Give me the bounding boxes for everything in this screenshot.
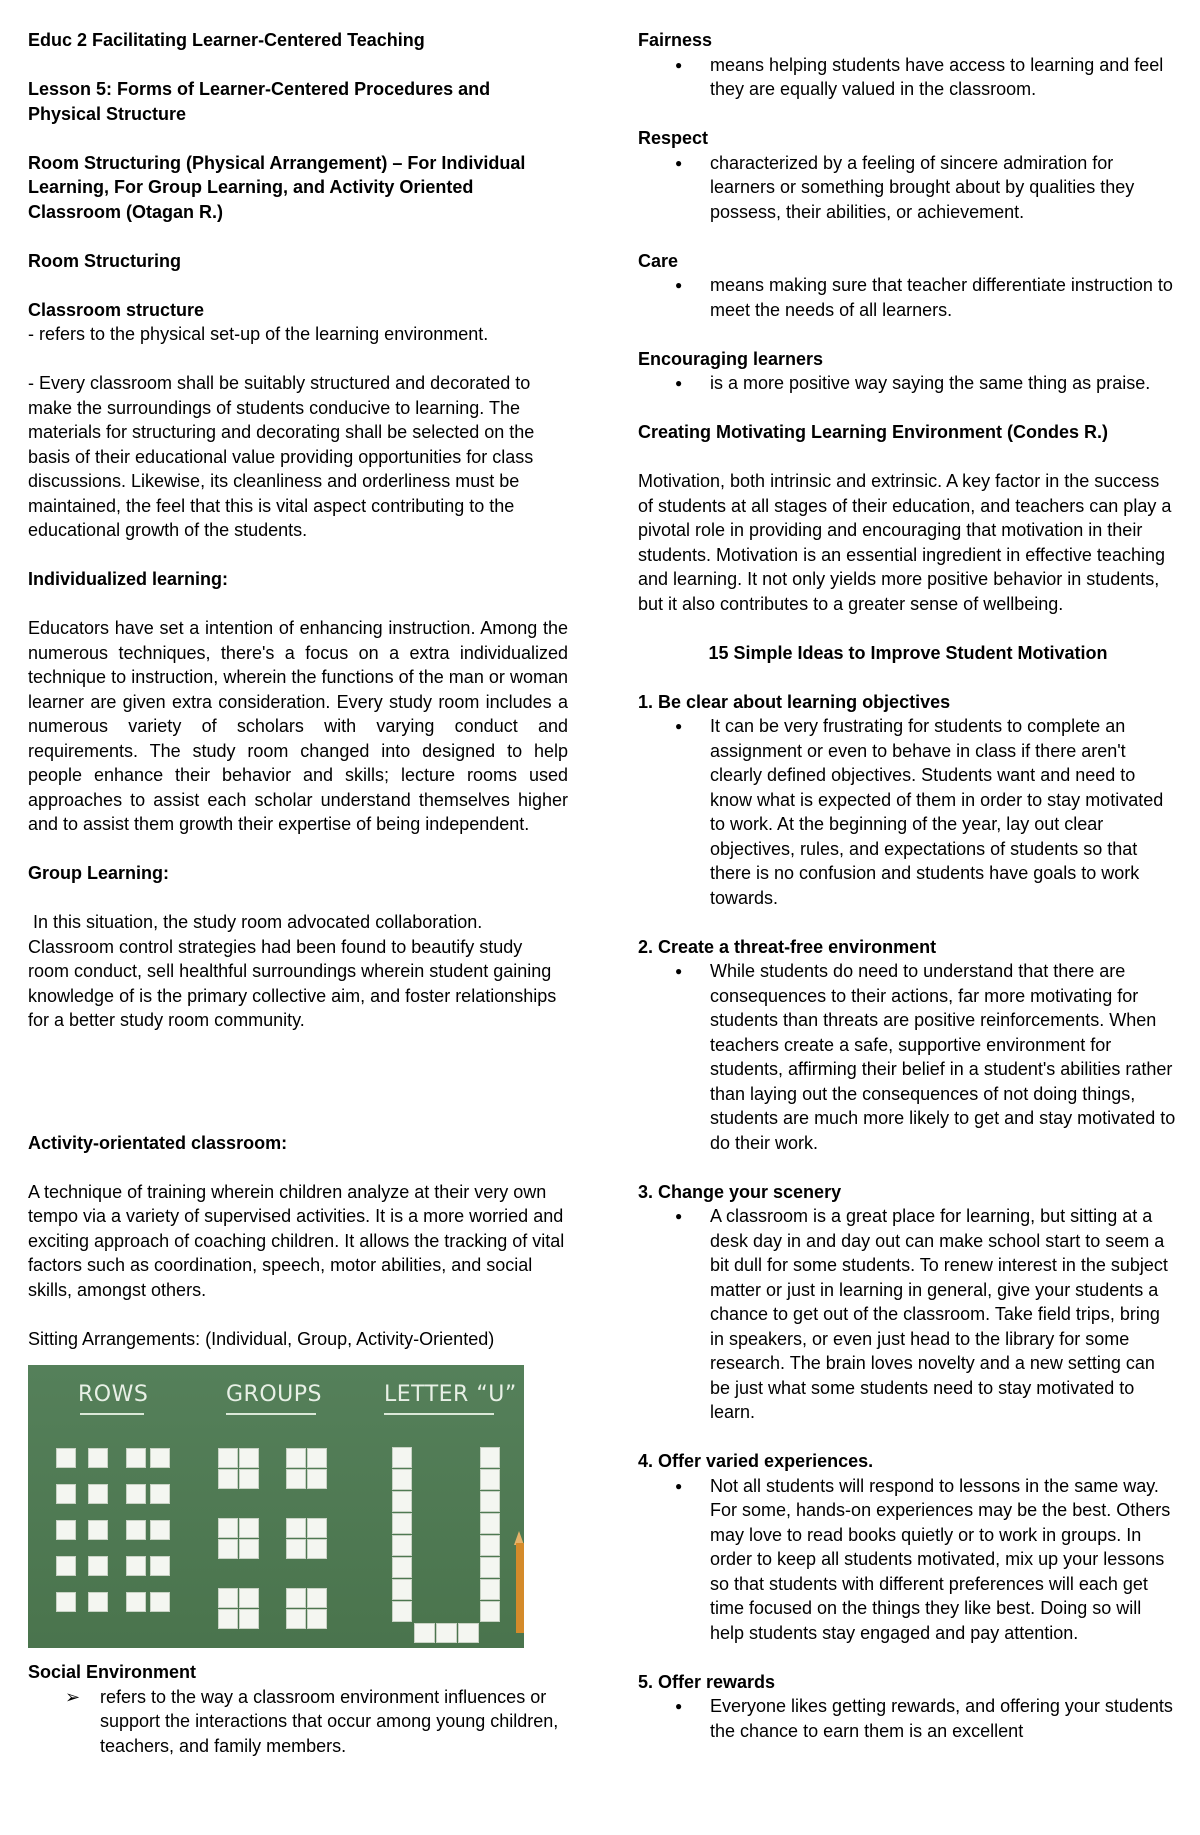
u-desk <box>458 1623 479 1643</box>
group-desk <box>307 1518 327 1538</box>
idea-2-list <box>638 959 1178 1155</box>
u-desk <box>392 1557 412 1578</box>
u-desk <box>392 1513 412 1534</box>
row-desk <box>126 1556 146 1576</box>
ideas-heading: 15 Simple Ideas to Improve Student Motivation <box>708 642 1108 663</box>
u-desk <box>392 1601 412 1622</box>
row-desk <box>88 1592 108 1612</box>
group-learning-heading: Group Learning: <box>28 863 169 883</box>
activity-classroom-heading: Activity-orientated classroom: <box>28 1132 288 1153</box>
u-desk <box>480 1601 500 1622</box>
care-list <box>638 273 1178 322</box>
motivating-environment-paragraph: Motivation, both intrinsic and extrinsic. A key factor in the success of students at all stages of their education, and teachers can play a pivotal role in providing and encouraging that motivation in their students. Motivation is an essential ingredient in effective teaching and learning. It not only yields more positive behavior in students, but it also contributes to a greater sense of wellbeing. <box>638 471 1172 614</box>
group-desk <box>307 1469 327 1489</box>
row-desk <box>88 1556 108 1576</box>
u-desk <box>392 1491 412 1512</box>
idea-4-list <box>638 1474 1178 1646</box>
row-desk <box>126 1520 146 1540</box>
row-desk <box>126 1448 146 1468</box>
respect-list <box>638 151 1178 225</box>
group-desk <box>286 1448 306 1468</box>
u-desk <box>480 1447 500 1468</box>
motivating-environment-heading: Creating Motivating Learning Environment (Condes R.) <box>638 422 1109 442</box>
row-desk <box>88 1448 108 1468</box>
group-desk <box>307 1588 327 1608</box>
activity-classroom-paragraph: A technique of training wherein children analyze at their very own tempo via a variety of supervised activities. It is a more worried and exciting approach of coaching children. It allows the tracking of vital factors such as coordination, speech, motor abilities, and social skills, amongst others. <box>28 1181 565 1300</box>
row-desk <box>150 1592 170 1612</box>
u-desk <box>392 1447 412 1468</box>
list-item: ● Everyone likes getting rewards, and offering your students the chance to earn them is an excellent <box>638 1694 1178 1743</box>
group-desk <box>218 1539 238 1559</box>
group-desk <box>239 1609 259 1629</box>
idea-2-title: 2. Create a threat-free environment <box>638 936 937 957</box>
group-desk <box>286 1588 306 1608</box>
individualized-learning-heading: Individualized learning: <box>28 569 229 589</box>
idea-3-list <box>638 1204 1178 1425</box>
classroom-structure-paragraph: - Every classroom shall be suitably structured and decorated to make the surroundings of students conducive to learning. The materials for structuring and decorating shall be selected on the basis of their educational value providing opportunities for class discussions. Likewise, its cleanliness and orderliness must be maintained, the feel that this is vital aspect contributing to the educational growth of the students. <box>28 373 535 540</box>
room-structuring-heading: Room Structuring <box>28 250 181 271</box>
section-title: Room Structuring (Physical Arrangement) – For Individual Learning, For Group Learning, and Activity Oriented Classroom (Otagan R.) <box>28 152 526 222</box>
u-desk <box>392 1535 412 1556</box>
group-learning-paragraph: In this situation, the study room advocated collaboration. Classroom control strategies had been found to beautify study room conduct, sell healthful surroundings wherein student gaining knowledge of is the primary collective aim, and foster relationships for a better study room community. <box>28 912 557 1030</box>
group-desk <box>286 1539 306 1559</box>
group-desk <box>218 1609 238 1629</box>
encouraging-learners-heading: Encouraging learners <box>638 348 824 369</box>
row-desk <box>150 1556 170 1576</box>
u-desk <box>392 1469 412 1490</box>
group-desk <box>239 1469 259 1489</box>
fairness-heading: Fairness <box>638 30 713 50</box>
group-desk <box>307 1448 327 1468</box>
idea-5-list <box>638 1694 1178 1743</box>
u-desk <box>480 1557 500 1578</box>
group-desk <box>239 1518 259 1538</box>
care-heading: Care <box>638 250 679 271</box>
u-desk <box>480 1513 500 1534</box>
idea-3-title: 3. Change your scenery <box>638 1181 842 1202</box>
social-environment-heading: Social Environment <box>28 1662 197 1682</box>
group-desk <box>286 1469 306 1489</box>
u-desk <box>480 1579 500 1600</box>
course-title: Educ 2 Facilitating Learner-Centered Teaching <box>28 30 425 50</box>
list-item: ● characterized by a feeling of sincere admiration for learners or something brought about by qualities they possess, their abilities, or achievement. <box>638 151 1178 225</box>
u-desk <box>414 1623 435 1643</box>
groups-underline <box>226 1413 316 1415</box>
pencil <box>516 1543 524 1633</box>
u-desk <box>480 1535 500 1556</box>
group-desk <box>239 1448 259 1468</box>
row-desk <box>88 1520 108 1540</box>
row-desk <box>56 1592 76 1612</box>
respect-heading: Respect <box>638 128 709 148</box>
seating-arrangement-image <box>28 1365 524 1648</box>
list-item: ● means making sure that teacher differentiate instruction to meet the needs of all learners. <box>638 273 1178 322</box>
list-item: ● means helping students have access to learning and feel they are equally valued in the classroom. <box>638 53 1178 102</box>
idea-1-list <box>638 714 1178 910</box>
u-desk <box>480 1469 500 1490</box>
group-desk <box>218 1448 238 1468</box>
row-desk <box>126 1592 146 1612</box>
row-desk <box>56 1448 76 1468</box>
list-item: ➢ refers to the way a classroom environment influences or support the interactions that occur among young children, teachers, and family members. <box>28 1685 568 1759</box>
lesson-title: Lesson 5: Forms of Learner-Centered Procedures and Physical Structure <box>28 79 491 124</box>
group-desk <box>218 1469 238 1489</box>
row-desk <box>56 1556 76 1576</box>
u-desk <box>436 1623 457 1643</box>
idea-4-title: 4. Offer varied experiences. <box>638 1451 874 1471</box>
idea-1-title: 1. Be clear about learning objectives <box>638 691 951 712</box>
individualized-learning-paragraph: Educators have set a intention of enhancing instruction. Among the numerous techniques, there's a focus on a extra individualized technique to instruction, wherein the functions of the man or woman learner are given extra consideration. Every study room includes a numerous variety of scholars with varying conduct and requirements. The study room changed into designed to help people enhance their behavior and skills; lecture rooms used approaches to assist each scholar understand themselves higher and to assist them growth their expertise of being independent. <box>28 618 568 834</box>
board-label-rows: ROWS <box>78 1382 149 1407</box>
list-item: ● A classroom is a great place for learning, but sitting at a desk day in and day out can make school start to seem a bit dull for some students. To renew interest in the subject matter or just in learning in general, give your students a chance to get out of the classroom. Take field trips, bring in speakers, or even just head to the library for some research. The brain loves novelty and a new setting can be just what some students need to stay motivated to learn. <box>638 1204 1178 1425</box>
group-desk <box>286 1609 306 1629</box>
group-desk <box>218 1588 238 1608</box>
classroom-structure-heading: Classroom structure <box>28 299 205 320</box>
social-environment-list <box>28 1685 568 1759</box>
idea-5-title: 5. Offer rewards <box>638 1671 776 1692</box>
row-desk <box>150 1520 170 1540</box>
row-desk <box>126 1484 146 1504</box>
row-desk <box>56 1484 76 1504</box>
right-column <box>638 28 1178 1743</box>
row-desk <box>150 1484 170 1504</box>
classroom-structure-definition: - refers to the physical set-up of the learning environment. <box>28 324 489 344</box>
u-desk <box>392 1579 412 1600</box>
left-column <box>28 28 568 1758</box>
group-desk <box>286 1518 306 1538</box>
row-desk <box>150 1448 170 1468</box>
group-desk <box>239 1588 259 1608</box>
encouraging-learners-list <box>638 371 1178 396</box>
group-desk <box>307 1609 327 1629</box>
list-item: ● is a more positive way saying the same thing as praise. <box>638 371 1178 396</box>
sitting-arrangements-label: Sitting Arrangements: (Individual, Group, Activity-Oriented) <box>28 1328 495 1349</box>
group-desk <box>307 1539 327 1559</box>
board-label-groups: GROUPS <box>226 1382 322 1407</box>
list-item: ● While students do need to understand that there are consequences to their actions, far more motivating for students than threats are positive reinforcements. When teachers create a safe, supportive environment for students, affirming their belief in a student's abilities rather than laying out the consequences of not doing things, students are much more likely to get and stay motivated to do their work. <box>638 959 1178 1155</box>
list-item: ● It can be very frustrating for students to complete an assignment or even to behave in class if there aren't clearly defined objectives. Students want and need to know what is expected of them in order to stay motivated to work. At the beginning of the year, lay out clear objectives, rules, and expectations of students so that there is no confusion and students have goals to work towards. <box>638 714 1178 910</box>
group-desk <box>239 1539 259 1559</box>
board-label-letter-u: LETTER “U” <box>384 1382 517 1407</box>
rows-underline <box>80 1413 144 1415</box>
letter-u-underline <box>384 1413 494 1415</box>
row-desk <box>56 1520 76 1540</box>
u-desk <box>480 1491 500 1512</box>
list-item: ● Not all students will respond to lessons in the same way. For some, hands-on experiences may be the best. Others may love to read books quietly or to work in groups. In order to keep all students motivated, mix up your lessons so that students with different preferences will each get time focused on the things they like best. Doing so will help students stay engaged and pay attention. <box>638 1474 1178 1646</box>
row-desk <box>88 1484 108 1504</box>
fairness-list <box>638 53 1178 102</box>
group-desk <box>218 1518 238 1538</box>
